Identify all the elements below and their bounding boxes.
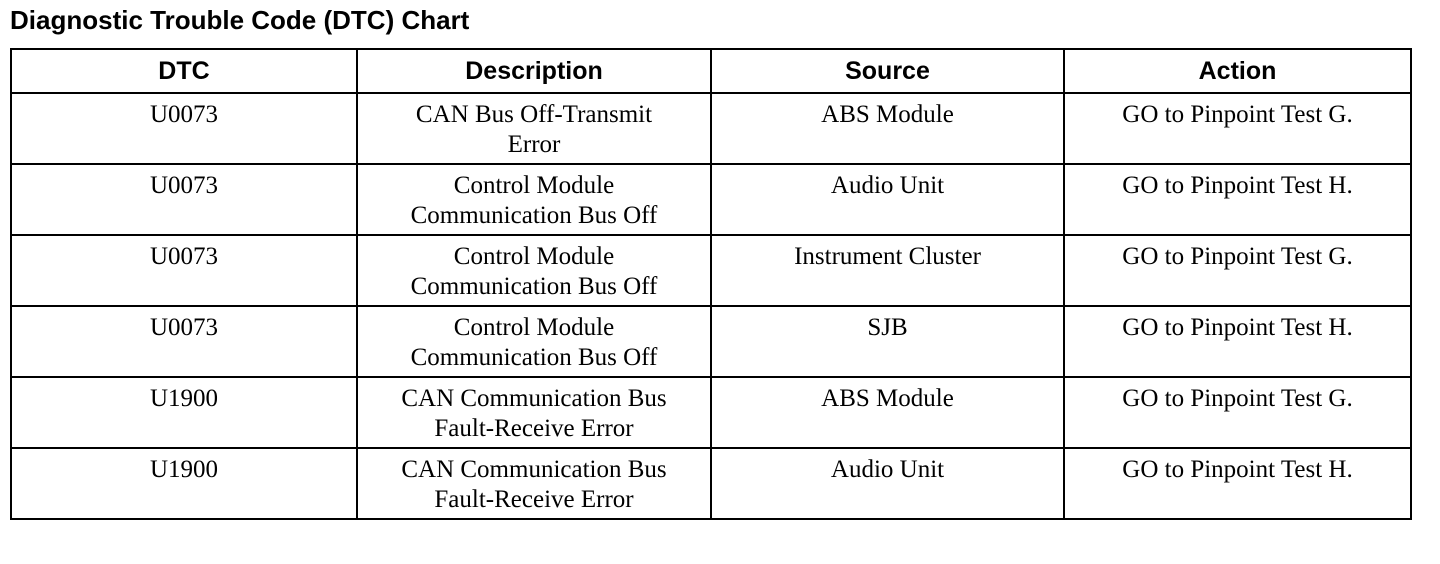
description-line: CAN Communication Bus xyxy=(401,385,667,412)
description-line: Control Module xyxy=(453,314,615,341)
description-cell xyxy=(357,235,711,306)
action-cell: GO to Pinpoint Test G. xyxy=(1064,377,1411,448)
action-cell: GO to Pinpoint Test H. xyxy=(1064,306,1411,377)
description-line: Communication Bus Off xyxy=(410,202,658,229)
action-cell: GO to Pinpoint Test G. xyxy=(1064,93,1411,164)
description-cell xyxy=(357,377,711,448)
dtc-cell: U0073 xyxy=(11,164,357,235)
dtc-cell: U0073 xyxy=(11,235,357,306)
description-cell xyxy=(357,306,711,377)
action-cell: GO to Pinpoint Test H. xyxy=(1064,448,1411,519)
source-cell: ABS Module xyxy=(711,377,1064,448)
table-row xyxy=(11,306,1411,377)
table-row xyxy=(11,448,1411,519)
dtc-cell: U1900 xyxy=(11,377,357,448)
dtc-cell: U0073 xyxy=(11,306,357,377)
source-cell: SJB xyxy=(711,306,1064,377)
table-row xyxy=(11,377,1411,448)
description-cell xyxy=(357,93,711,164)
table-row xyxy=(11,235,1411,306)
source-cell: Instrument Cluster xyxy=(711,235,1064,306)
description-line: Fault-Receive Error xyxy=(434,486,634,513)
table-row xyxy=(11,164,1411,235)
column-header-source: Source xyxy=(711,49,1064,93)
table-row xyxy=(11,93,1411,164)
dtc-table xyxy=(10,48,1412,520)
source-cell: Audio Unit xyxy=(711,164,1064,235)
table-header-row xyxy=(11,49,1411,93)
column-header-action: Action xyxy=(1064,49,1411,93)
description-line: CAN Communication Bus xyxy=(401,456,667,483)
action-cell: GO to Pinpoint Test G. xyxy=(1064,235,1411,306)
source-cell: Audio Unit xyxy=(711,448,1064,519)
description-line: Error xyxy=(507,131,561,158)
description-line: Control Module xyxy=(453,172,615,199)
page-title: Diagnostic Trouble Code (DTC) Chart xyxy=(10,5,470,35)
source-cell: ABS Module xyxy=(711,93,1064,164)
column-header-description: Description xyxy=(357,49,711,93)
description-line: CAN Bus Off-Transmit xyxy=(415,101,653,128)
dtc-cell: U0073 xyxy=(11,93,357,164)
description-line: Communication Bus Off xyxy=(410,273,658,300)
description-line: Communication Bus Off xyxy=(410,344,658,371)
action-cell: GO to Pinpoint Test H. xyxy=(1064,164,1411,235)
dtc-cell: U1900 xyxy=(11,448,357,519)
description-line: Control Module xyxy=(453,243,615,270)
description-cell xyxy=(357,164,711,235)
description-line: Fault-Receive Error xyxy=(434,415,634,442)
description-cell xyxy=(357,448,711,519)
column-header-dtc: DTC xyxy=(11,49,357,93)
